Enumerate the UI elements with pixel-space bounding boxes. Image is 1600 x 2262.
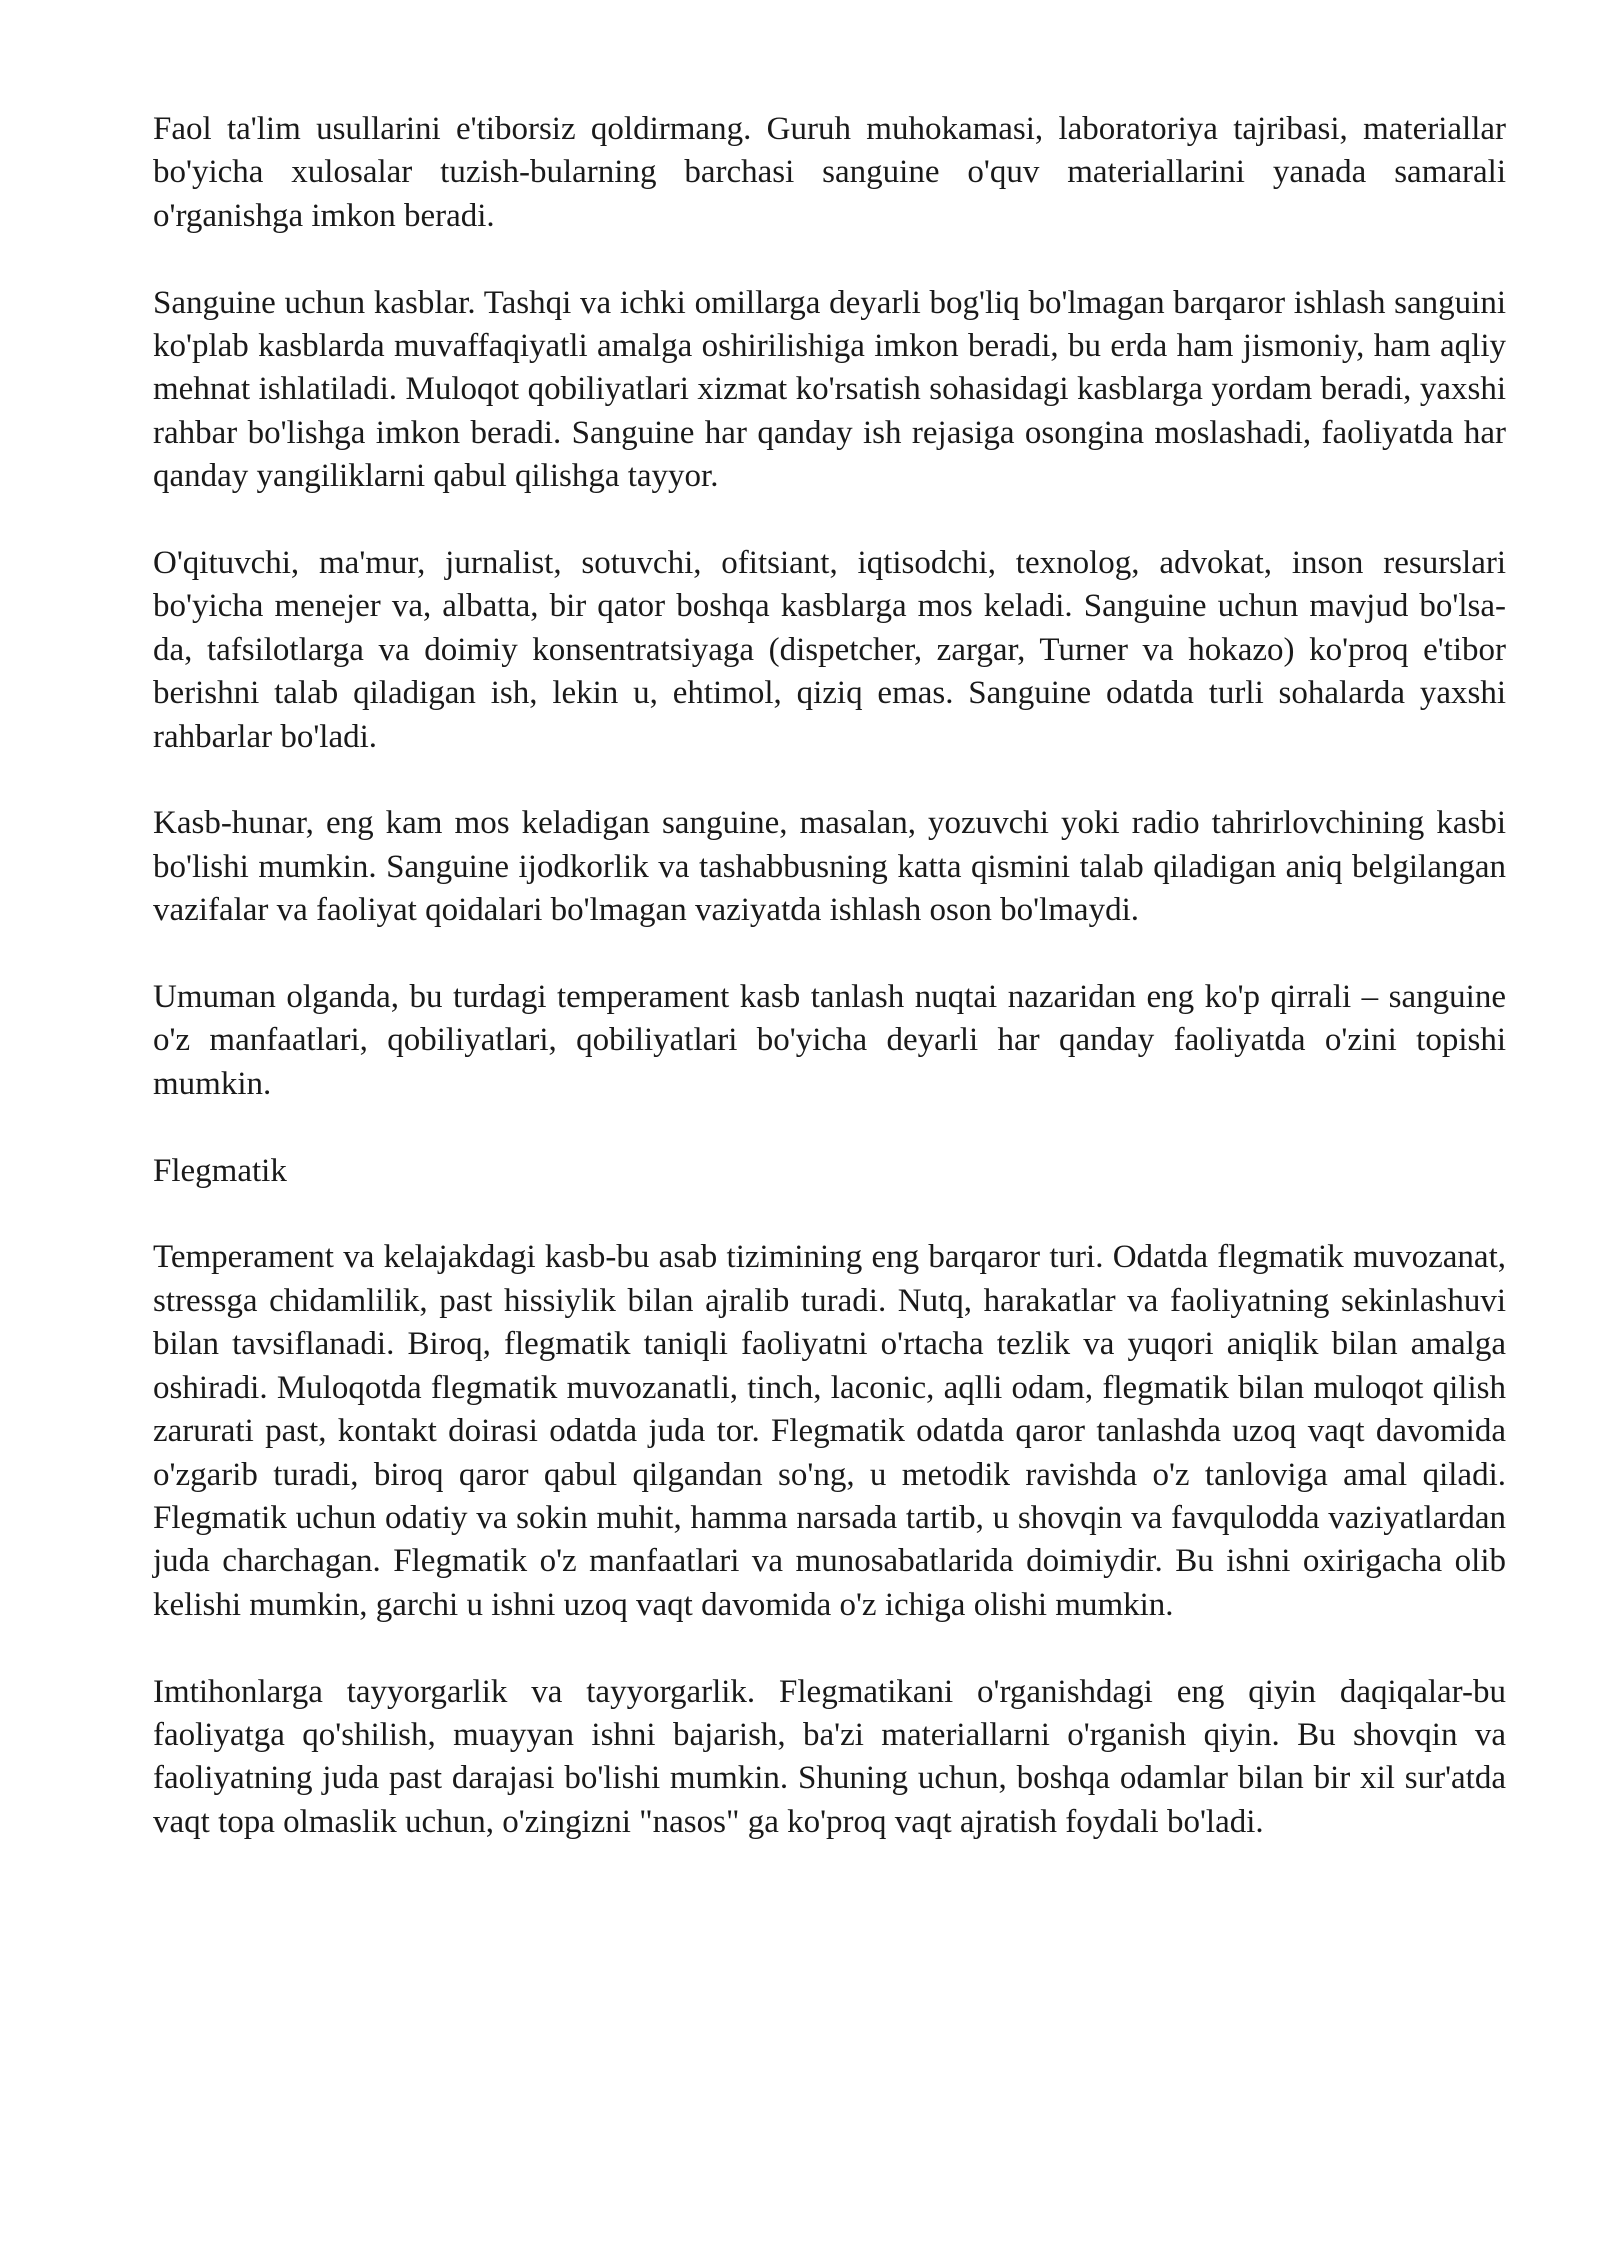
paragraph-active-learning: Faol ta'lim usullarini e'tiborsiz qoldirmang. Guruh muhokamasi, laboratoriya tajribasi, materiallar bo'yicha xulosalar tuzish-bularning barchasi sanguine o'quv materiallarini yanada samarali o'rganishga imkon beradi.: [153, 111, 1506, 234]
paragraph-flegmatik-description: Temperament va kelajakdagi kasb-bu asab tizimining eng barqaror turi. Odatda flegmatik muvozanat, stressga chidamlilik, past hissiylik bilan ajralib turadi. Nutq, harakatlar va faoliyatning sekinlashuvi bilan tavsiflanadi. Biroq, flegmatik taniqli faoliyatni o'rtacha tezlik va yuqori aniqlik bilan amalga oshiradi. Muloqotda flegmatik muvozanatli, tinch, laconic, aqlli odam, flegmatik bilan muloqot qilish zarurati past, kontakt doirasi odatda juda tor. Flegmatik odatda qaror tanlashda uzoq vaqt davomida o'zgarib turadi, biroq qaror qabul qilgandan so'ng, u metodik ravishda o'z tanloviga amal qiladi. Flegmatik uchun odatiy va sokin muhit, hamma narsada tartib, u shovqin va favqulodda vaziyatlardan juda charchagan. Flegmatik o'z manfaatlari va munosabatlarida doimiydir. Bu ishni oxirigacha olib kelishi mumkin, garchi u ishni uzoq vaqt davomida o'z ichiga olishi mumkin.: [153, 1239, 1506, 1623]
paragraph-sanguine-professions: Sanguine uchun kasblar. Tashqi va ichki omillarga deyarli bog'liq bo'lmagan barqaror ishlash sanguini ko'plab kasblarda muvaffaqiyatli amalga oshirilishiga imkon beradi, bu erda ham jismoniy, ham aqliy mehnat ishlatiladi. Muloqot qobiliyatlari xizmat ko'rsatish sohasidagi kasblarga yordam beradi, yaxshi rahbar bo'lishga imkon beradi. Sanguine har qanday ish rejasiga osongina moslashadi, faoliyatda har qanday yangiliklarni qabul qilishga tayyor.: [153, 284, 1506, 495]
section-heading-flegmatik: Flegmatik: [153, 1152, 287, 1189]
paragraph-exam-preparation: Imtihonlarga tayyorgarlik va tayyorgarlik. Flegmatikani o'rganishdagi eng qiyin daqiqalar-bu faoliyatga qo'shilish, muayyan ishni bajarish, ba'zi materiallarni o'rganish qiyin. Bu shovqin va faoliyatning juda past darajasi bo'lishi mumkin. Shuning uchun, boshqa odamlar bilan bir xil sur'atda vaqt topa olmaslik uchun, o'zingizni "nasos" ga ko'proq vaqt ajratish foydali bo'ladi.: [153, 1673, 1506, 1840]
paragraph-suitable-professions: O'qituvchi, ma'mur, jurnalist, sotuvchi, ofitsiant, iqtisodchi, texnolog, advokat, inson resurslari bo'yicha menejer va, albatta, bir qator boshqa kasblarga mos keladi. Sanguine uchun mavjud bo'lsa-da, tafsilotlarga va doimiy konsentratsiyaga (dispetcher, zargar, Turner va hokazo) ko'proq e'tibor berishni talab qiladigan ish, lekin u, ehtimol, qiziq emas. Sanguine odatda turli sohalarda yaxshi rahbarlar bo'ladi.: [153, 545, 1506, 755]
paragraph-summary: Umuman olganda, bu turdagi temperament kasb tanlash nuqtai nazaridan eng ko'p qirrali – sanguine o'z manfaatlari, qobiliyatlari, qobiliyatlari bo'yicha deyarli har qanday faoliyatda o'zini topishi mumkin.: [153, 979, 1506, 1102]
document-page: [153, 108, 1506, 1888]
paragraph-least-suitable: Kasb-hunar, eng kam mos keladigan sanguine, masalan, yozuvchi yoki radio tahrirlovchining kasbi bo'lishi mumkin. Sanguine ijodkorlik va tashabbusning katta qismini talab qiladigan aniq belgilangan vazifalar va faoliyat qoidalari bo'lmagan vaziyatda ishlash oson bo'lmaydi.: [153, 805, 1506, 929]
